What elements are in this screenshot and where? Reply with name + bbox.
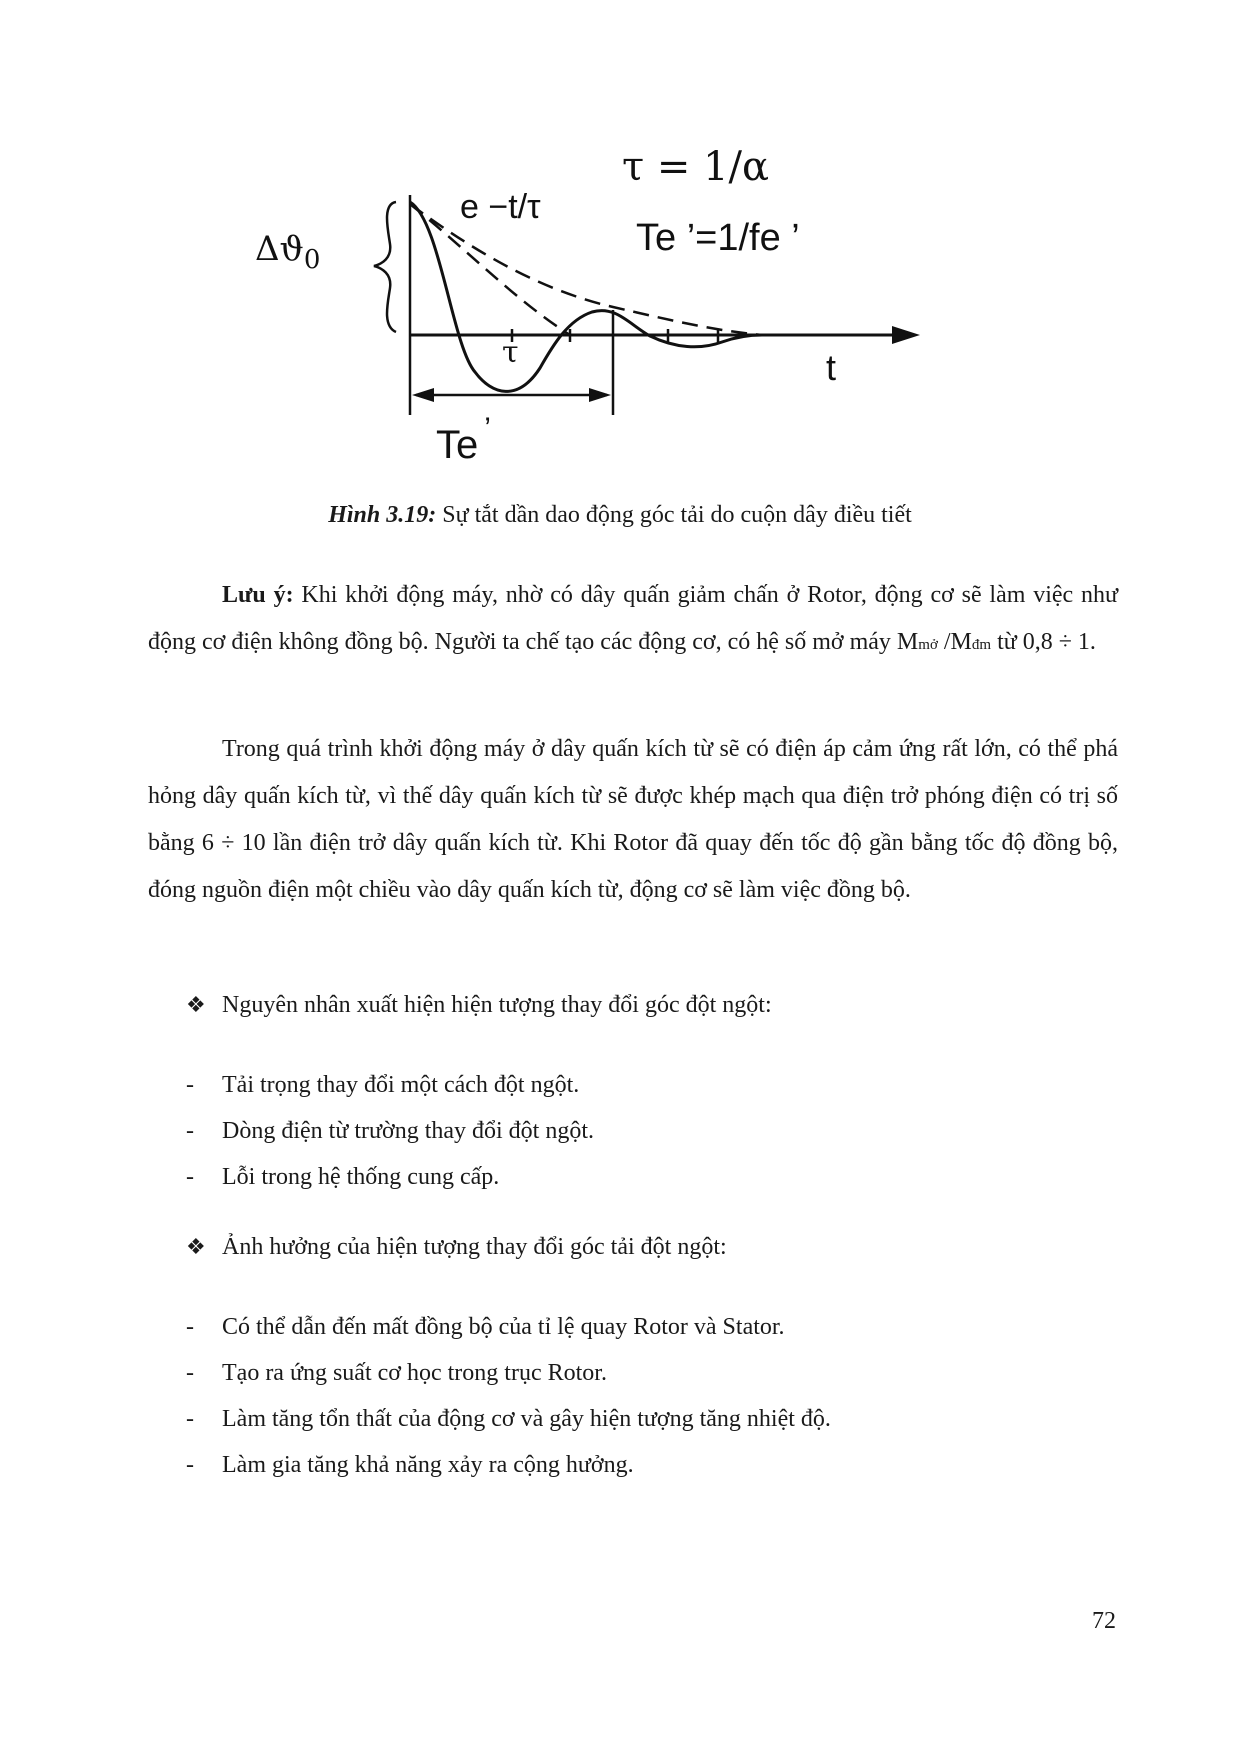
note-paragraph-block — [148, 572, 1118, 669]
te-arrow-right — [589, 388, 611, 402]
list-item: - Tải trọng thay đổi một cách đột ngột. — [186, 1072, 580, 1098]
figure-caption — [0, 502, 1240, 529]
label-tau: τ — [502, 335, 519, 370]
caption-label: Hình 3.19: — [328, 502, 437, 528]
label-te: Te ’ — [436, 412, 491, 467]
list-item: - Tạo ra ứng suất cơ học trong trục Rotor. — [186, 1360, 607, 1386]
list-item: - Làm tăng tổn thất của động cơ và gây hiện tượng tăng nhiệt độ. — [186, 1406, 831, 1432]
damped-oscillation-figure — [255, 140, 970, 470]
t-axis-arrow — [892, 326, 920, 344]
caption-text: Sự tắt dần dao động góc tải do cuộn dây điều tiết — [436, 502, 912, 528]
label-tau-def: τ = 1/α — [622, 144, 770, 190]
list-item: - Lỗi trong hệ thống cung cấp. — [186, 1164, 500, 1190]
section-2-heading — [186, 1234, 727, 1261]
section-1-title: Nguyên nhân xuất hiện hiện tượng thay đổi góc đột ngột: — [222, 992, 772, 1018]
diamond-bullet-icon: ❖ — [186, 993, 206, 1018]
note-label: Lưu ý: — [222, 582, 294, 608]
label-te-def: Te ’=1/fe ’ — [636, 217, 800, 259]
paragraph-2: Trong quá trình khởi động máy ở dây quấn kích từ sẽ có điện áp cảm ứng rất lớn, có thể phá hỏng dây quấn kích từ, vì thế dây quấn kích từ sẽ được khép mạch qua điện trở phóng điện có trị số bằng 6 ÷ 10 lần điện trở dây quấn kích từ. Khi Rotor đã quay đến tốc độ gần bằng tốc độ đồng bộ, đóng nguồn điện một chiều vào dây quấn kích từ, động cơ sẽ làm việc đồng bộ. — [148, 736, 1118, 903]
te-arrow-left — [412, 388, 434, 402]
paragraph-block-2 — [148, 726, 1118, 914]
diamond-bullet-icon: ❖ — [186, 1235, 206, 1260]
label-envelope: e −t/τ — [460, 188, 541, 226]
section-2-list — [186, 1304, 831, 1488]
brace — [374, 202, 396, 332]
page-number: 72 — [1092, 1608, 1116, 1634]
list-item: - Dòng điện từ trường thay đổi đột ngột. — [186, 1118, 595, 1144]
list-item: - Làm gia tăng khả năng xảy ra cộng hưởng. — [186, 1452, 634, 1478]
list-item: - Có thể dẫn đến mất đồng bộ của tỉ lệ quay Rotor và Stator. — [186, 1314, 785, 1340]
label-t: t — [826, 347, 837, 388]
label-delta: $\Delta ϑ_0$ — [255, 229, 321, 275]
section-1-list — [186, 1062, 594, 1200]
section-1-heading — [186, 992, 772, 1019]
note-paragraph: Lưu ý: Khi khởi động máy, nhờ có dây quấn giảm chấn ở Rotor, động cơ sẽ làm việc như động cơ điện không đồng bộ. Người ta chế tạo các động cơ, có hệ số mở máy Mmở /Mđm từ 0,8 ÷ 1. — [148, 582, 1119, 655]
section-2-title: Ảnh hưởng của hiện tượng thay đổi góc tải đột ngột: — [222, 1234, 727, 1260]
figure-svg — [255, 140, 970, 470]
